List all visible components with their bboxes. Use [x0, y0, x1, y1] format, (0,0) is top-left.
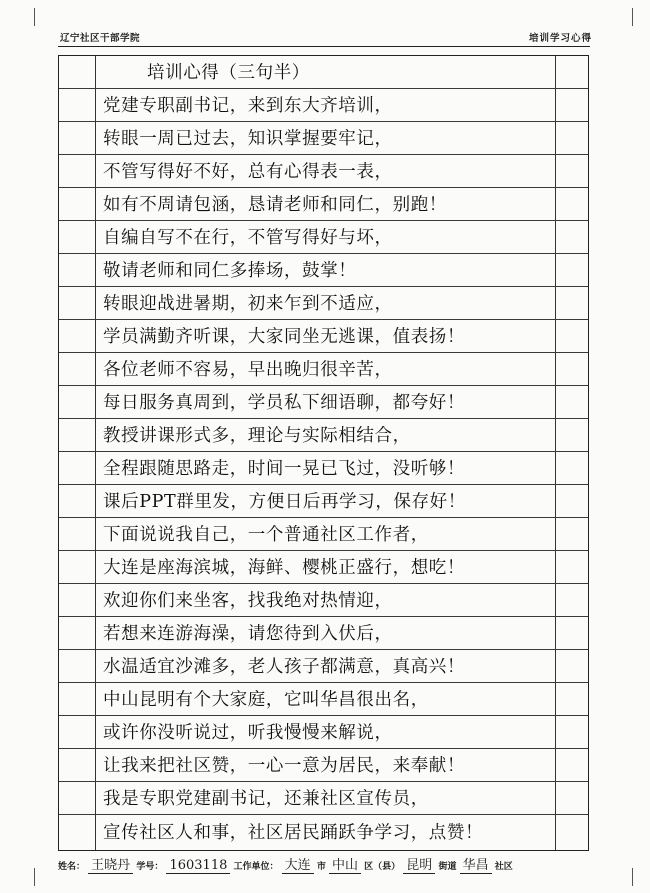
essay-line-text: 转眼迎战进暑期，初来乍到不适应，	[103, 294, 393, 314]
essay-line	[59, 122, 588, 155]
essay-line	[59, 353, 588, 386]
student-id-value: 1603118	[166, 858, 230, 874]
essay-line	[59, 320, 588, 353]
essay-line-text: 教授讲课形式多，理论与实际相结合，	[103, 426, 411, 446]
city-value: 大连	[282, 854, 314, 874]
work-unit-label: 工作单位：	[233, 862, 279, 872]
essay-title: 培训心得（三句半）	[147, 63, 310, 83]
essay-line	[59, 386, 588, 419]
essay-line	[59, 518, 588, 551]
essay-line-text: 欢迎你们来坐客，找我绝对热情迎，	[103, 591, 393, 611]
essay-line	[59, 815, 588, 848]
essay-line-text: 每日服务真周到，学员私下细语聊，都夸好！	[103, 393, 465, 413]
essay-line	[59, 452, 588, 485]
essay-line-text: 课后PPT群里发，方便日后再学习，保存好！	[103, 492, 466, 512]
essay-line-text: 我是专职党建副书记，还兼社区宣传员，	[103, 789, 429, 809]
student-id-label: 学号：	[136, 862, 164, 872]
essay-line	[59, 749, 588, 782]
essay-line-text: 全程跟随思路走，时间一晃已飞过，没听够！	[103, 459, 465, 479]
essay-line-text: 党建专职副书记，来到东大齐培训，	[103, 96, 393, 116]
institution-name: 辽宁社区干部学院	[60, 33, 141, 44]
author-info	[58, 854, 513, 874]
essay-line	[59, 485, 588, 518]
title-line	[59, 56, 588, 89]
street-suffix: 街道	[438, 862, 457, 872]
essay-line-text: 中山昆明有个大家庭，它叫华昌很出名，	[103, 690, 429, 710]
essay-line-text: 如有不周请包涵，恳请老师和同仁，别跑！	[103, 195, 447, 215]
crop-mark	[34, 868, 35, 886]
essay-line	[59, 254, 588, 287]
essay-line-text: 让我来把社区赞，一心一意为居民，来奉献！	[103, 756, 465, 776]
essay-line-text: 大连是座海滨城，海鲜、樱桃正盛行，想吃！	[103, 558, 465, 578]
document-type: 培训学习心得	[528, 33, 592, 44]
essay-line-text: 敬请老师和同仁多捧场，鼓掌！	[103, 261, 357, 281]
essay-line	[59, 287, 588, 320]
essay-line	[59, 716, 588, 749]
community-suffix: 社区	[494, 862, 513, 872]
essay-line	[59, 89, 588, 122]
essay-line-text: 自编自写不在行，不管写得好与坏，	[103, 228, 393, 248]
essay-line-text: 若想来连游海澡，请您待到入伏后，	[103, 624, 393, 644]
essay-line-text: 不管写得好不好，总有心得表一表，	[103, 162, 393, 182]
essay-line-text: 下面说说我自己，一个普通社区工作者，	[103, 525, 429, 545]
essay-line	[59, 221, 588, 254]
essay-line-text: 各位老师不容易，早出晚归很辛苦，	[103, 360, 393, 380]
essay-line	[59, 650, 588, 683]
ruled-paper	[58, 55, 589, 851]
essay-line	[59, 683, 588, 716]
essay-line	[59, 419, 588, 452]
essay-line	[59, 617, 588, 650]
essay-line-text: 转眼一周已过去，知识掌握要牢记，	[103, 129, 393, 149]
essay-line	[59, 584, 588, 617]
district-suffix: 区（县）	[364, 862, 401, 872]
essay-line	[59, 155, 588, 188]
essay-line	[59, 551, 588, 584]
name-label: 姓名：	[58, 862, 86, 872]
name-value: 王晓丹	[88, 854, 133, 874]
crop-mark	[34, 8, 35, 26]
community-value: 华昌	[460, 854, 492, 874]
essay-line-text: 或许你没听说过，听我慢慢来解说，	[103, 723, 393, 743]
header-rule	[58, 46, 590, 47]
essay-line-text: 学员满勤齐听课，大家同坐无逃课，值表扬！	[103, 327, 465, 347]
essay-line-text: 宣传社区人和事，社区居民踊跃争学习，点赞！	[103, 823, 484, 843]
street-value: 昆明	[403, 854, 435, 874]
essay-line-text: 水温适宜沙滩多，老人孩子都满意，真高兴！	[103, 657, 465, 677]
district-value: 中山	[329, 854, 361, 874]
crop-mark	[632, 8, 633, 26]
crop-mark	[632, 868, 633, 886]
essay-line	[59, 782, 588, 815]
essay-line	[59, 188, 588, 221]
city-suffix: 市	[316, 862, 326, 872]
